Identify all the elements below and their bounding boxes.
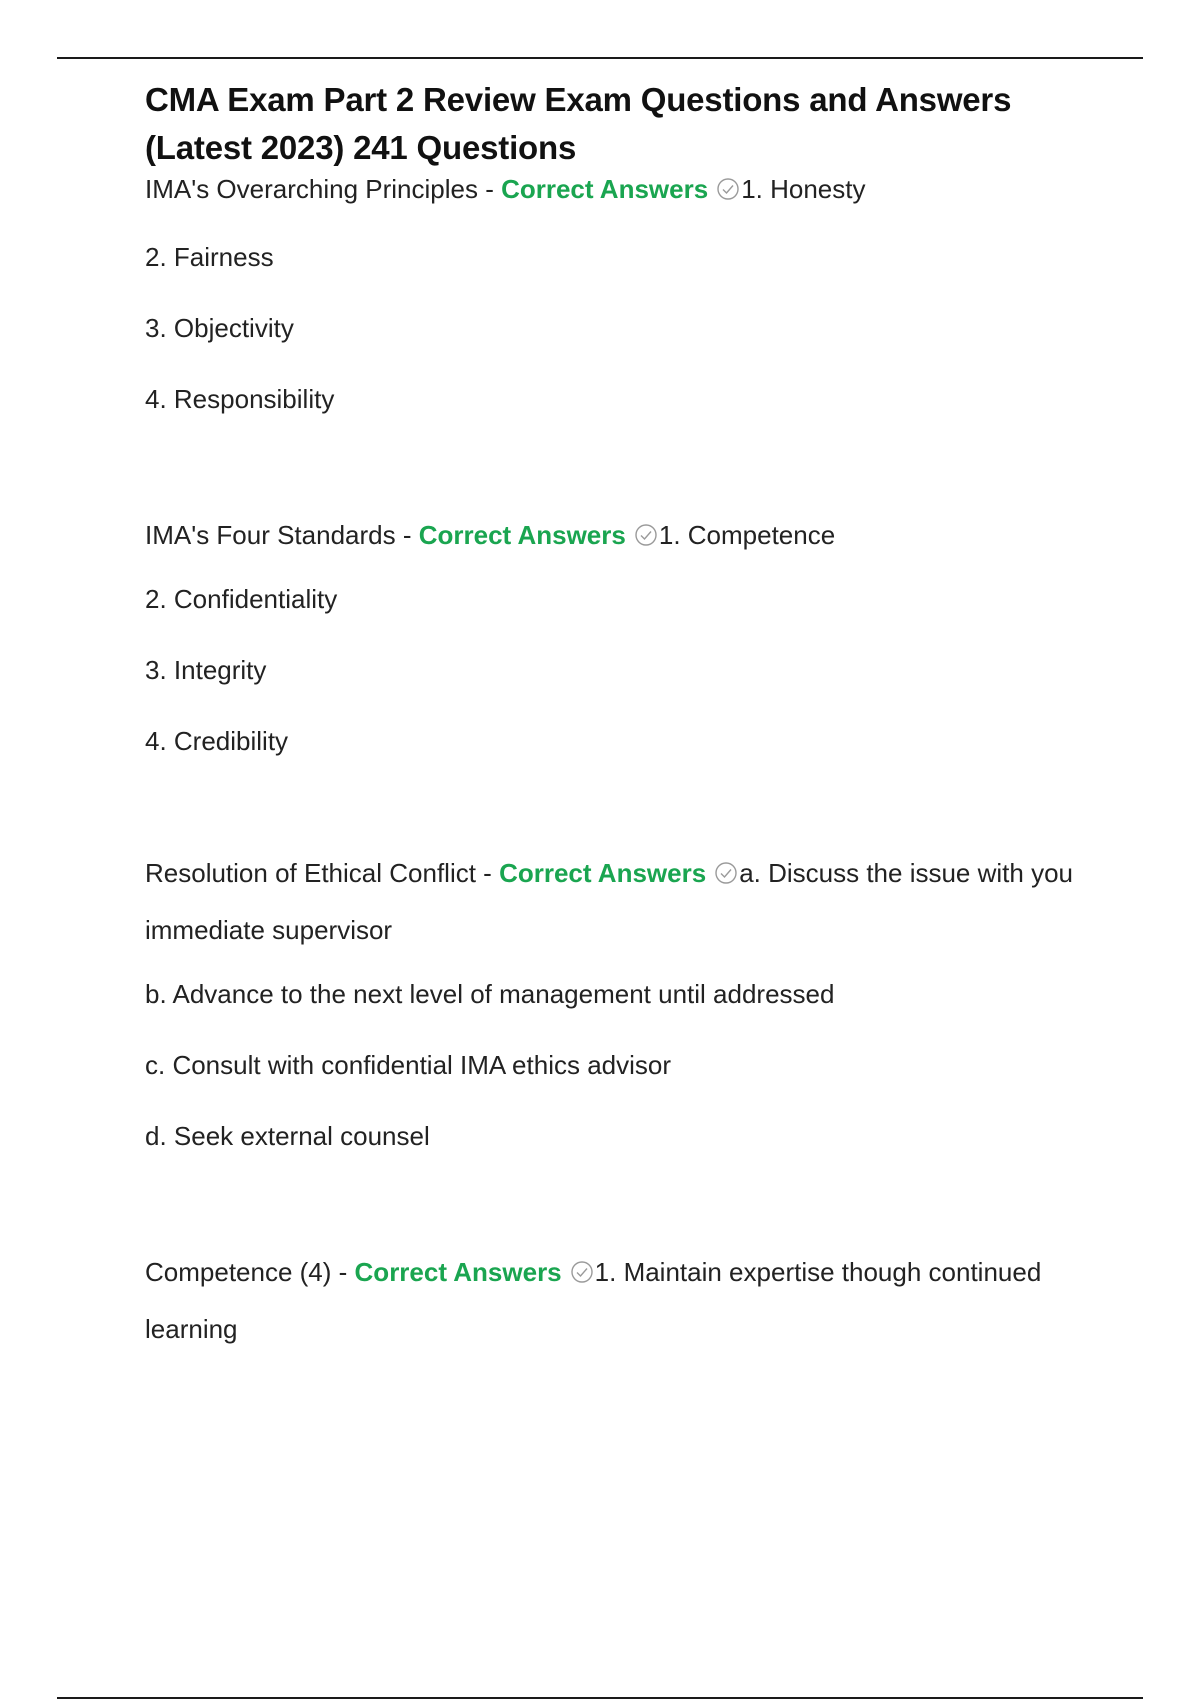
prompt-separator: - — [475, 858, 500, 888]
question-line — [145, 507, 1085, 564]
answer-item: 4. Responsibility — [145, 384, 335, 414]
spacer — [145, 1172, 1085, 1244]
first-answer: 1. Competence — [658, 520, 836, 550]
question-block — [145, 507, 1085, 777]
answer-item: d. Seek external counsel — [145, 1121, 430, 1151]
check-circle-icon — [714, 848, 738, 872]
answer-item: 3. Objectivity — [145, 313, 294, 343]
answer-item: 2. Fairness — [145, 242, 274, 272]
top-rule — [57, 57, 1143, 59]
answer-item: 2. Confidentiality — [145, 584, 338, 614]
question-prompt: IMA's Four Standards — [145, 520, 396, 550]
correct-answers-label: Correct Answers — [418, 520, 626, 550]
check-circle-icon — [716, 174, 740, 198]
correct-answers-label: Correct Answers — [501, 174, 709, 204]
answer-item: c. Consult with confidential IMA ethics advisor — [145, 1050, 672, 1080]
answer-item: 3. Integrity — [145, 655, 267, 685]
first-answer: 1. Maintain expertise though continued learning — [145, 1257, 1042, 1344]
question-prompt: Competence (4) — [145, 1257, 332, 1287]
question-line — [145, 1244, 1085, 1358]
question-line — [145, 845, 1085, 959]
question-block — [145, 845, 1085, 1172]
question-block — [145, 171, 1085, 435]
first-answer: a. Discuss the issue with you immediate supervisor — [145, 858, 1073, 945]
correct-answers-label: Correct Answers — [499, 858, 707, 888]
document-title: CMA Exam Part 2 Review Exam Questions and Answers (Latest 2023) 241 Questions — [145, 81, 1012, 166]
spacer — [145, 435, 1085, 507]
question-block — [145, 1244, 1085, 1358]
question-line — [145, 171, 1085, 207]
prompt-separator: - — [395, 520, 419, 550]
correct-answers-label: Correct Answers — [354, 1257, 562, 1287]
check-circle-icon — [634, 510, 658, 534]
bottom-rule — [57, 1697, 1143, 1699]
answer-item: 4. Credibility — [145, 726, 289, 756]
check-circle-icon — [570, 1247, 594, 1271]
spacer — [145, 777, 1085, 845]
document-body — [145, 76, 1085, 1358]
question-prompt: IMA's Overarching Principles — [145, 174, 478, 204]
first-answer: 1. Honesty — [741, 174, 866, 204]
prompt-separator: - — [331, 1257, 355, 1287]
question-prompt: Resolution of Ethical Conflict — [145, 858, 476, 888]
answer-item: b. Advance to the next level of management until addressed — [145, 979, 835, 1009]
prompt-separator: - — [477, 174, 502, 204]
